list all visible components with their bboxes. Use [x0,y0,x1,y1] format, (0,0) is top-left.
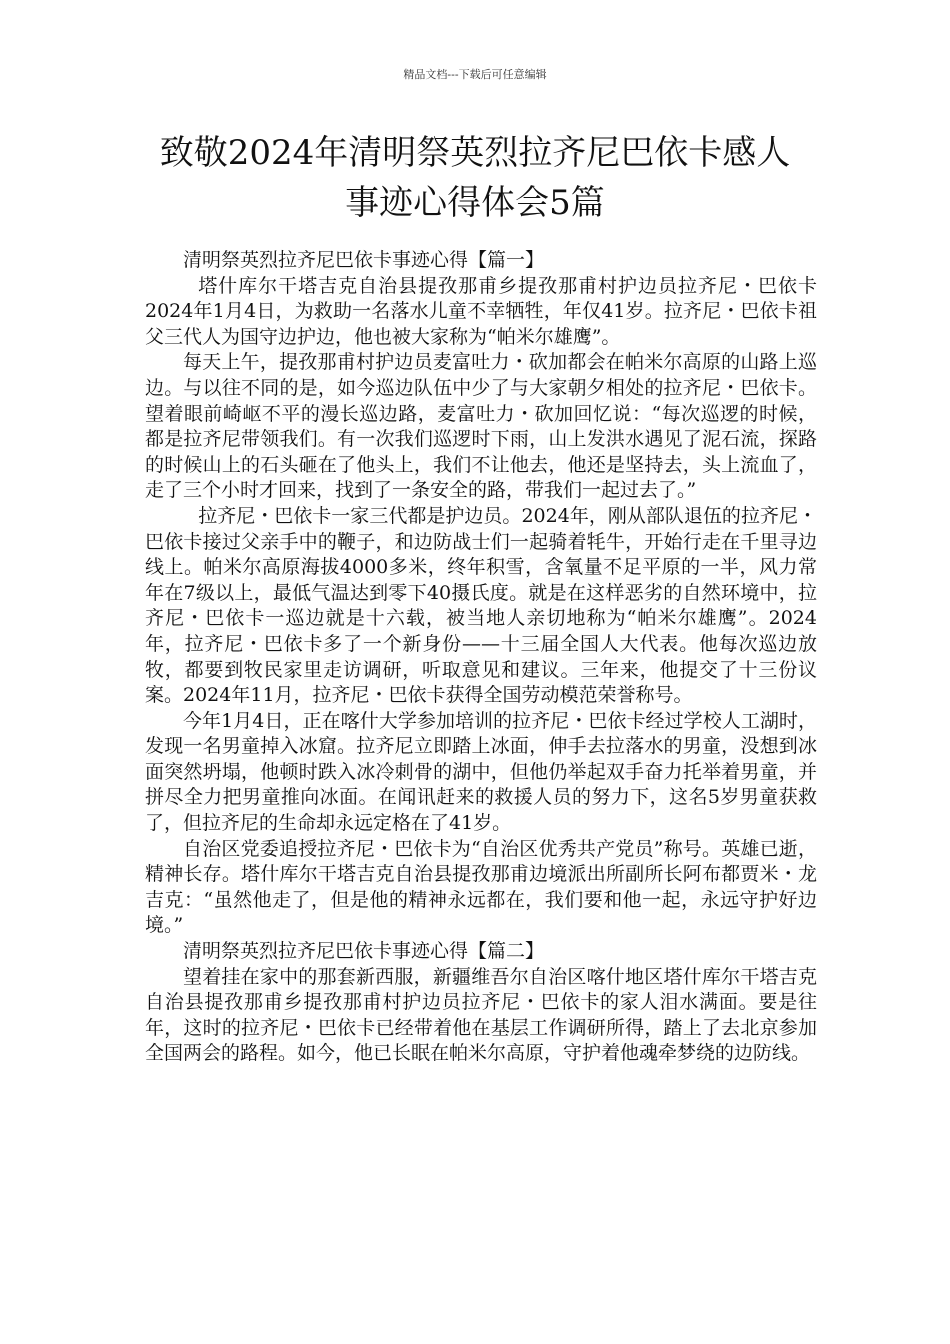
page-title [120,128,830,228]
paragraph: 拉齐尼・巴依卡一家三代都是护边员。2024年，刚从部队退伍的拉齐尼・巴依卡接过父亲手中的鞭子，和边防战士们一起骑着牦牛，开始行走在千里寻边线上。帕米尔高原海拔4000多米，终年积雪，含氧量不足平原的一半，风力常年在7级以上，最低气温达到零下40摄氏度。就是在这样恶劣的自然环境中，拉齐尼・巴依卡一巡边就是十六载，被当地人亲切地称为“帕米尔雄鹰”。2024年，拉齐尼・巴依卡多了一个新身份——十三届全国人大代表。他每次巡边放牧，都要到牧民家里走访调研，听取意见和建议。三年来，他提交了十三份议案。2024年11月，拉齐尼・巴依卡获得全国劳动模范荣誉称号。 [145,504,817,707]
paragraph: 每天上午，提孜那甫村护边员麦富吐力・砍加都会在帕米尔高原的山路上巡边。与以往不同的是，如今巡边队伍中少了与大家朝夕相处的拉齐尼・巴依卡。望着眼前崎岖不平的漫长巡边路，麦富吐力・砍加回忆说：“每次巡逻的时候，都是拉齐尼带领我们。有一次我们巡逻时下雨，山上发洪水遇见了泥石流，探路的时候山上的石头砸在了他头上，我们不让他去，他还是坚持去，头上流血了，走了三个小时才回来，找到了一条安全的路，带我们一起过去了。” [145,351,817,502]
title-line-2: 事迹心得体会5篇 [345,183,605,223]
header-note: 精品文档---下载后可任意编辑 [403,68,547,81]
paragraph: 今年1月4日，正在喀什大学参加培训的拉齐尼・巴依卡经过学校人工湖时，发现一名男童掉入冰窟。拉齐尼立即踏上冰面，伸手去拉落水的男童，没想到冰面突然坍塌，他顿时跌入冰冷刺骨的湖中，但他仍举起双手奋力托举着男童，并拼尽全力把男童推向冰面。在闻讯赶来的救援人员的努力下，这名5岁男童获救了，但拉齐尼的生命却永远定格在了41岁。 [145,709,817,835]
section-heading: 清明祭英烈拉齐尼巴依卡事迹心得【篇二】 [183,940,545,963]
paragraph: 塔什库尔干塔吉克自治县提孜那甫乡提孜那甫村护边员拉齐尼・巴依卡2024年1月4日，为救助一名落水儿童不幸牺牲，年仅41岁。拉齐尼・巴依卡祖父三代人为国守边护边，他也被大家称为“帕米尔雄鹰”。 [145,274,817,348]
title-line-1: 致敬2024年清明祭英烈拉齐尼巴依卡感人 [159,133,791,173]
paragraph: 自治区党委追授拉齐尼・巴依卡为“自治区优秀共产党员”称号。英雄已逝，精神长存。塔什库尔干塔吉克自治县提孜那甫边境派出所副所长阿布都贾米・龙吉克：“虽然他走了，但是他的精神永远都在，我们要和他一起，永远守护好边境。” [145,837,817,937]
paragraph: 望着挂在家中的那套新西服，新疆维吾尔自治区喀什地区塔什库尔干塔吉克自治县提孜那甫乡提孜那甫村护边员拉齐尼・巴依卡的家人泪水满面。要是往年，这时的拉齐尼・巴依卡已经带着他在基层工作调研所得，踏上了去北京参加全国两会的路程。如今，他已长眠在帕米尔高原，守护着他魂牵梦绕的边防线。 [145,965,817,1065]
section-heading: 清明祭英烈拉齐尼巴依卡事迹心得【篇一】 [183,249,545,271]
article-body [145,248,817,1067]
